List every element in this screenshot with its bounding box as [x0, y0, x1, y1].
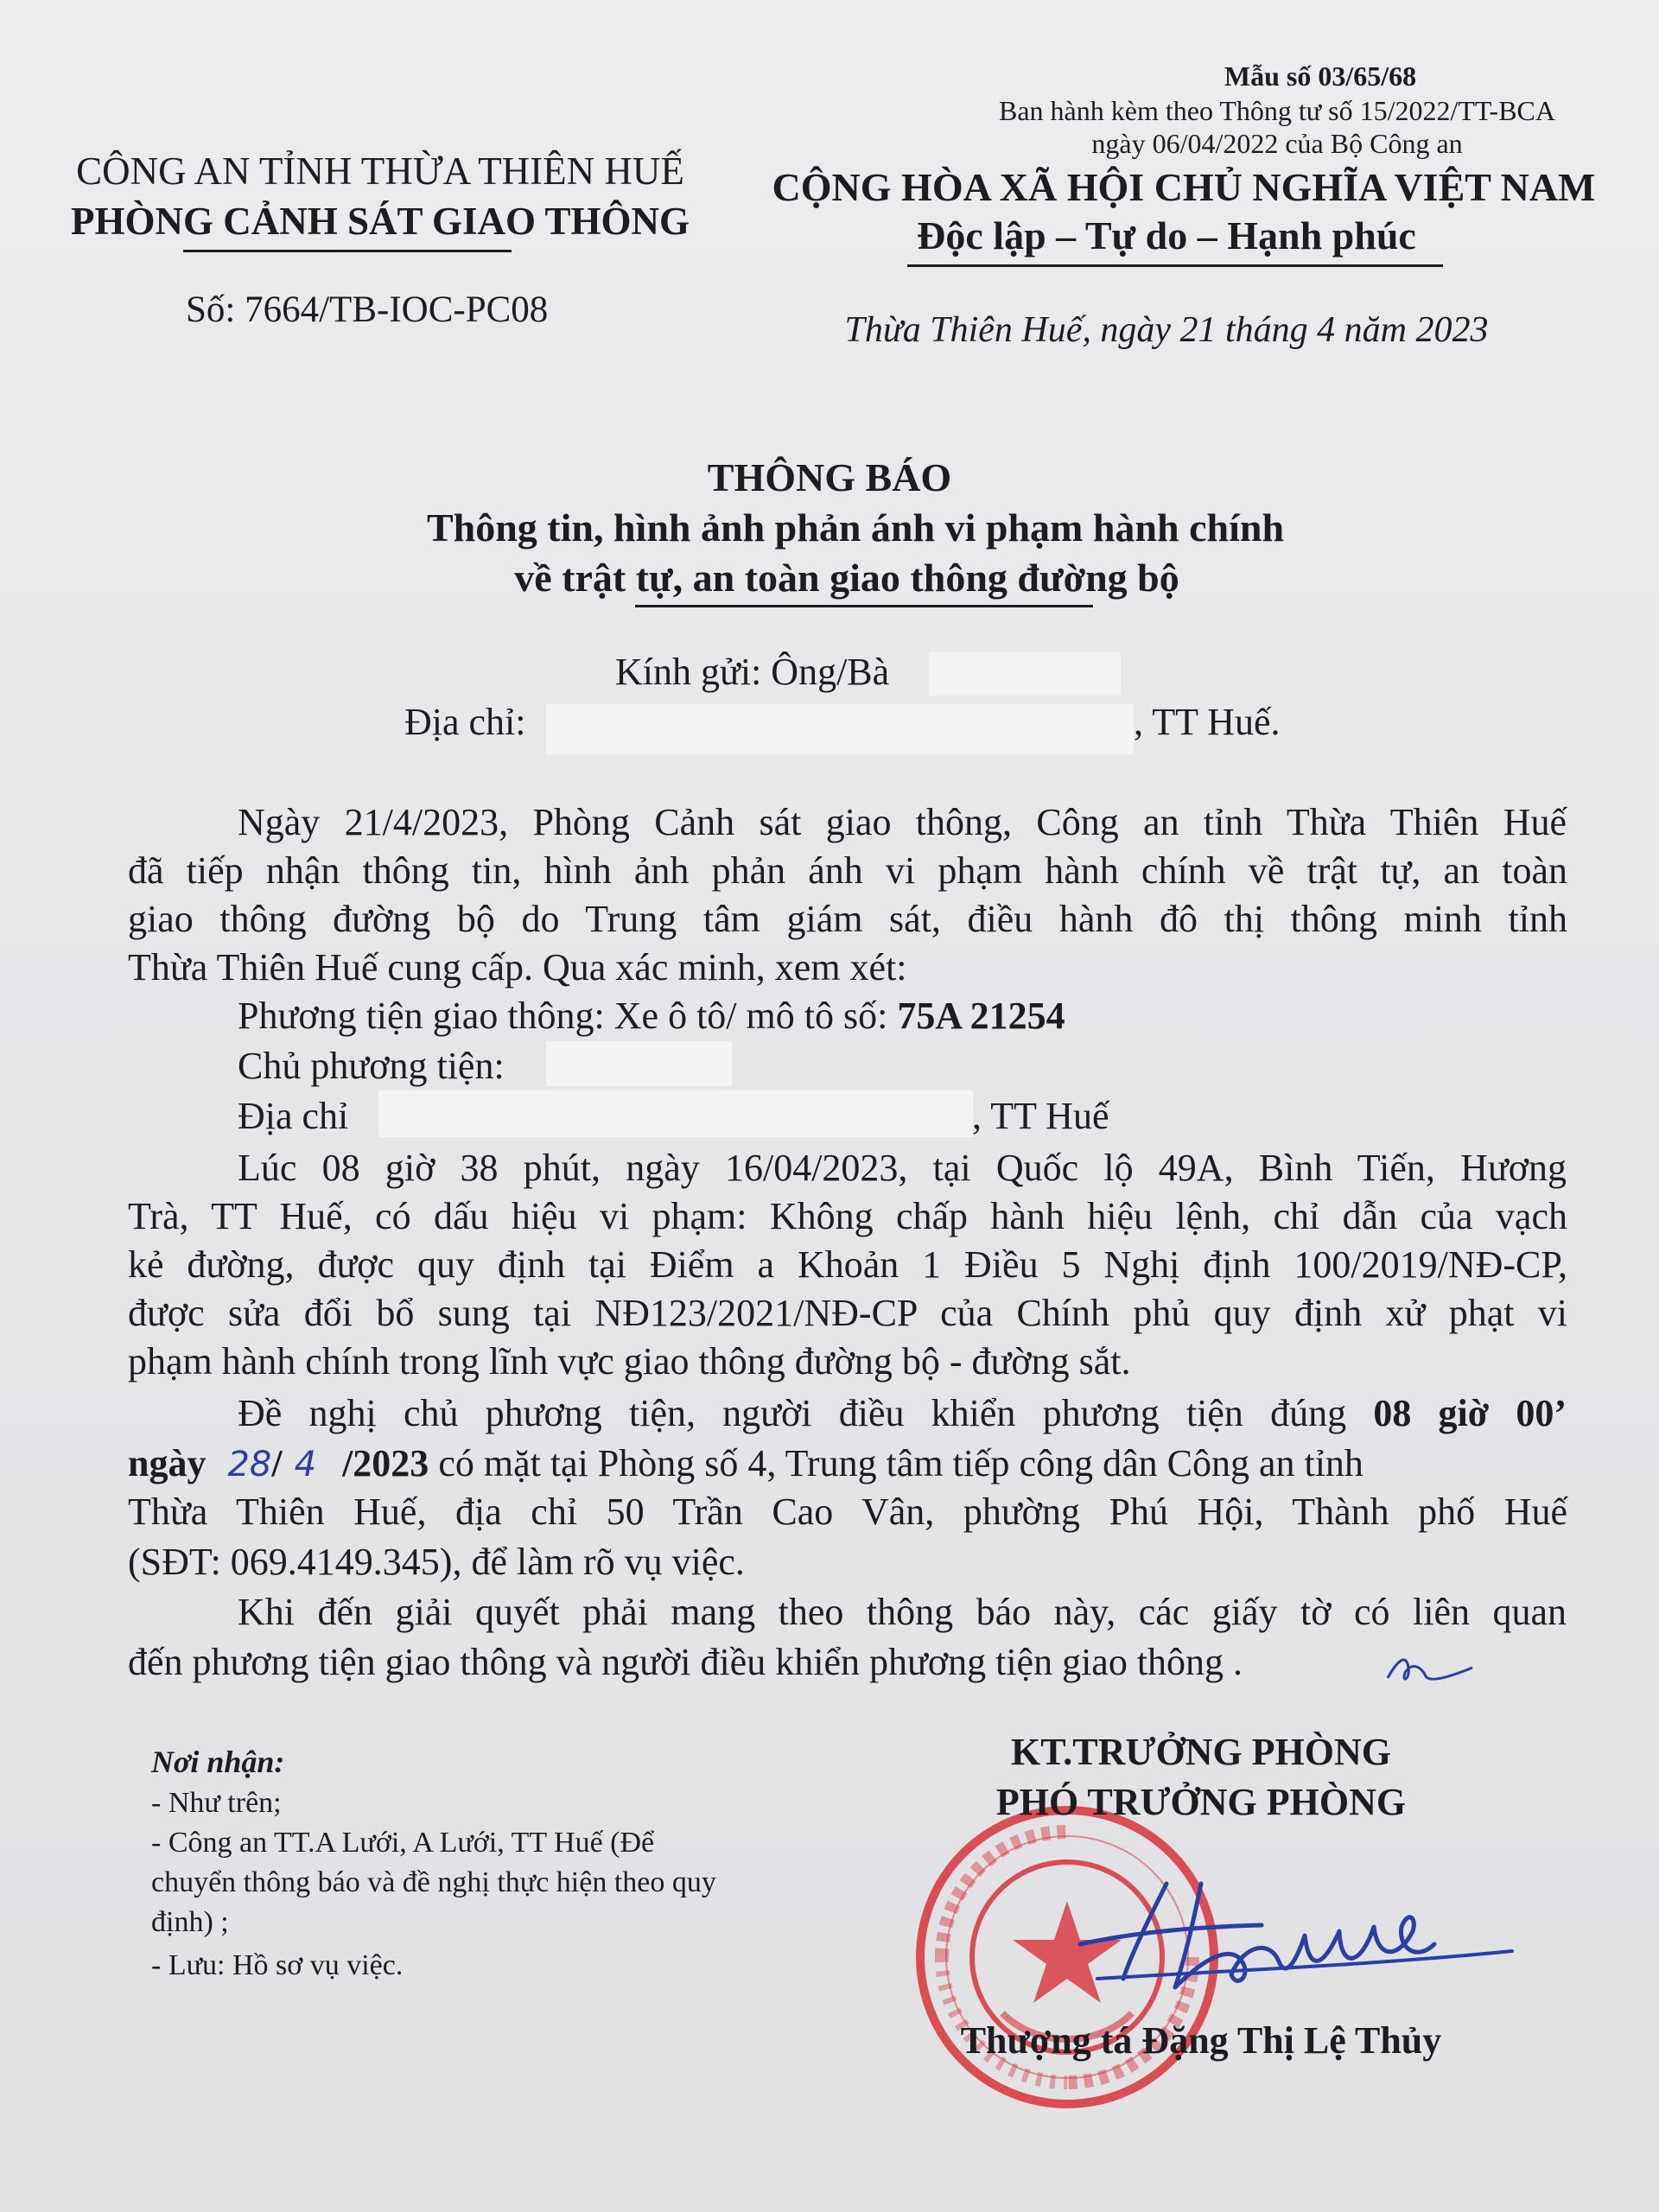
- paragraph-3-line-2-rest: có mặt tại Phòng số 4, Trung tâm tiếp công dân Công an tỉnh: [429, 1442, 1363, 1484]
- cc-heading: Nơi nhận:: [151, 1745, 285, 1779]
- cc-item: - Lưu: Hồ sơ vụ việc.: [151, 1949, 404, 1981]
- paragraph-2-line-4: được sửa đổi bổ sung tại NĐ123/2021/NĐ-CP của Chính phủ quy định xử phạt vi: [128, 1292, 1567, 1334]
- signature-title-1: KT.TRƯỞNG PHÒNG: [1011, 1731, 1391, 1773]
- notice-subtitle-line2: về trật tự, an toàn giao thông đường bộ: [514, 556, 1179, 600]
- redacted-owner-name: [546, 1041, 732, 1086]
- recipient-address-label: Địa chỉ:: [404, 701, 526, 743]
- agency-name: PHÒNG CẢNH SÁT GIAO THÔNG: [71, 200, 690, 243]
- paragraph-4-line-1: Khi đến giải quyết phải mang theo thông báo này, các giấy tờ có liên quan: [238, 1591, 1567, 1633]
- date-slash: /: [271, 1442, 283, 1484]
- form-number: Mẫu số 03/65/68: [1224, 60, 1417, 92]
- recipient-address-suffix: , TT Huế.: [1134, 701, 1281, 743]
- national-motto: Độc lập – Tự do – Hạnh phúc: [917, 213, 1416, 257]
- agency-parent: CÔNG AN TỈNH THỪA THIÊN HUẾ: [76, 149, 684, 193]
- owner-address-label: Địa chỉ: [238, 1095, 349, 1137]
- redacted-owner-address: [378, 1090, 973, 1137]
- cc-item: định) ;: [151, 1906, 229, 1938]
- paragraph-3-line-2: [128, 1440, 1567, 1489]
- paragraph-3-line-1: [238, 1389, 1567, 1438]
- owner-address-suffix: , TT Huế: [972, 1095, 1109, 1137]
- appointment-day-label: ngày: [128, 1442, 207, 1484]
- handwritten-signature: [1063, 1849, 1521, 2022]
- redacted-recipient-name: [929, 652, 1121, 696]
- vehicle-plate: 75A 21254: [897, 995, 1065, 1037]
- paragraph-1-line-4: Thừa Thiên Huế cung cấp. Qua xác minh, xem xét:: [128, 946, 907, 988]
- paragraph-2-line-5: phạm hành chính trong lĩnh vực giao thông đường bộ - đường sắt.: [128, 1340, 1131, 1382]
- paragraph-3-prefix: Đề nghị chủ phương tiện, người điều khiển phương tiện đúng: [238, 1392, 1374, 1434]
- signer-name: Thượng tá Đặng Thị Lệ Thủy: [960, 2019, 1442, 2062]
- document-number: Số: 7664/TB-IOC-PC08: [186, 289, 549, 330]
- national-title: CỘNG HÒA XÃ HỘI CHỦ NGHĨA VIỆT NAM: [772, 165, 1596, 209]
- appointment-year: /2023: [342, 1442, 429, 1484]
- paragraph-3-line-3: Thừa Thiên Huế, địa chỉ 50 Trần Cao Vân, phường Phú Hội, Thành phố Huế: [128, 1491, 1567, 1533]
- paragraph-1-line-3: giao thông đường bộ do Trung tâm giám sát, điều hành đô thị thông minh tỉnh: [128, 898, 1567, 940]
- paragraph-1-line-2: đã tiếp nhận thông tin, hình ảnh phản ánh vi phạm hành chính về trật tự, an toàn: [128, 849, 1567, 892]
- redacted-recipient-address: [546, 704, 1134, 754]
- notice-subtitle-line1: Thông tin, hình ảnh phản ánh vi phạm hành chính: [426, 505, 1285, 550]
- paragraph-2-line-2: Trà, TT Huế, có dấu hiệu vi phạm: Không chấp hành hiệu lệnh, chỉ dẫn của vạch: [128, 1195, 1567, 1237]
- motto-underline: [907, 264, 1443, 267]
- handwritten-month: 4: [294, 1445, 317, 1484]
- form-issued-line1: Ban hành kèm theo Thông tư số 15/2022/TT-BCA: [999, 95, 1555, 126]
- recipient-greeting: Kính gửi: Ông/Bà: [615, 651, 890, 693]
- vehicle-line: [238, 994, 1065, 1038]
- paragraph-3-line-4: (SĐT: 069.4149.345), để làm rõ vụ việc.: [128, 1541, 745, 1583]
- owner-label: Chủ phương tiện:: [238, 1045, 505, 1087]
- title-underline: [635, 605, 1093, 607]
- paragraph-1-line-1: Ngày 21/4/2023, Phòng Cảnh sát giao thông, Công an tỉnh Thừa Thiên Huế: [238, 801, 1567, 843]
- handwritten-day: 28: [227, 1445, 272, 1484]
- place-and-date: Thừa Thiên Huế, ngày 21 tháng 4 năm 2023: [844, 310, 1489, 350]
- form-issued-line2: ngày 06/04/2022 của Bộ Công an: [1091, 128, 1463, 159]
- paragraph-2-line-1: Lúc 08 giờ 38 phút, ngày 16/04/2023, tại Quốc lộ 49A, Bình Tiến, Hương: [238, 1147, 1567, 1189]
- signature-title-2: PHÓ TRƯỞNG PHÒNG: [995, 1781, 1407, 1823]
- paragraph-4-line-2: đến phương tiện giao thông và người điều khiển phương tiện giao thông .: [128, 1641, 1243, 1683]
- appointment-time: 08 giờ 00’: [1373, 1392, 1567, 1434]
- cc-item: chuyển thông báo và đề nghị thực hiện theo quy: [151, 1866, 716, 1898]
- cc-item: - Công an TT.A Lưới, A Lưới, TT Huế (Để: [151, 1827, 655, 1859]
- agency-underline: [183, 250, 512, 252]
- paragraph-2-line-3: kẻ đường, được quy định tại Điểm a Khoản 1 Điều 5 Nghị định 100/2019/NĐ-CP,: [128, 1243, 1567, 1286]
- initials-mark: [1382, 1642, 1478, 1694]
- notice-title: THÔNG BÁO: [707, 455, 952, 499]
- vehicle-label: Phương tiện giao thông: Xe ô tô/ mô tô số:: [238, 995, 898, 1037]
- cc-item: - Như trên;: [151, 1787, 282, 1819]
